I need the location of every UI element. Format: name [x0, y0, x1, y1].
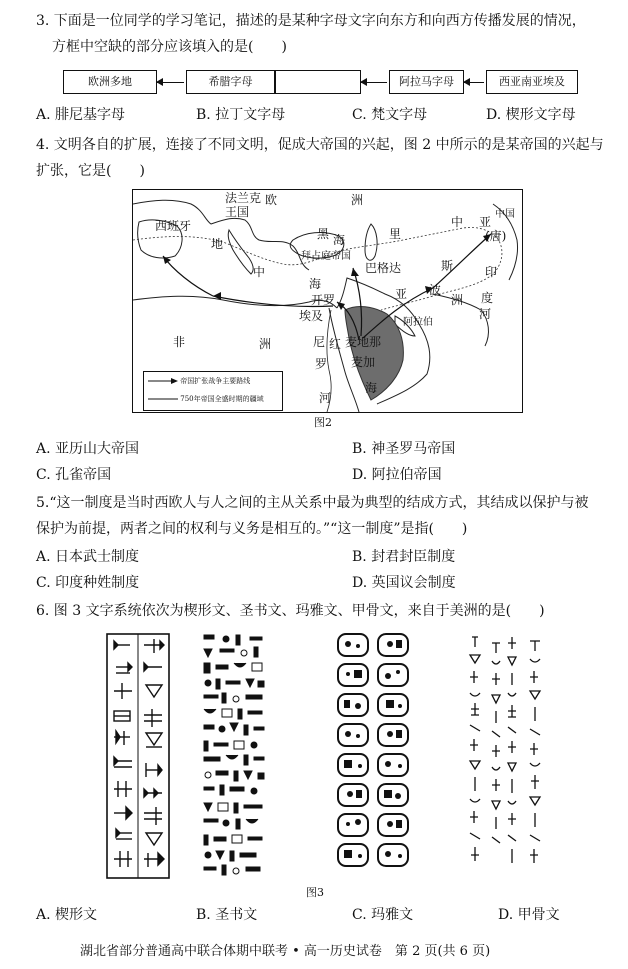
q5-stem-line2: 保护为前提，两者之间的权利与义务是相互的。”“这一制度”是指( )	[36, 521, 468, 537]
map-label-yin: 印	[485, 265, 498, 279]
q4-option-b[interactable]: B. 神圣罗马帝国	[352, 441, 456, 457]
map-label-blacksea-hai: 海	[333, 233, 346, 247]
legend-extent-label: 750年帝国全盛时期的疆域	[180, 395, 264, 403]
q5-option-a[interactable]: A. 日本武士制度	[36, 549, 140, 565]
flow-arrow-3	[361, 82, 387, 83]
q3-option-b[interactable]: B. 拉丁文字母	[196, 107, 286, 123]
map-label-redsea-hai: 海	[365, 381, 378, 395]
empire-map	[132, 189, 523, 413]
q3-option-a[interactable]: A. 腓尼基字母	[36, 107, 126, 123]
map-label-hei: 黑	[317, 227, 330, 241]
map-label-di: 地	[211, 237, 224, 251]
boundary-line-icon	[148, 395, 178, 403]
map-label-medina: 麦地那	[345, 335, 382, 349]
legend-route	[148, 376, 250, 386]
q6-stem-line1: 6. 图 3 文字系统依次为楔形文、圣书文、玛雅文、甲骨文，来自于美洲的是( )	[36, 603, 545, 619]
map-label-zhou-mid: 洲	[451, 293, 464, 307]
q5-option-d[interactable]: D. 英国议会制度	[352, 575, 456, 591]
map-label-cairo: 开罗	[311, 293, 336, 307]
map-label-frankish: 法兰克	[225, 191, 262, 205]
figure2-caption: 图2	[314, 416, 332, 429]
map-label-ya-west: 亚	[395, 287, 408, 301]
map-label-nile-ni: 尼	[313, 335, 326, 349]
map-label-egypt: 埃及	[299, 309, 324, 323]
page-footer: 湖北省部分普通高中联合体期中联考 • 高一历史试卷 第 2 页(共 6 页)	[80, 944, 491, 959]
map-label-arabia: 阿拉伯	[403, 317, 433, 328]
map-label-bo: 波	[429, 283, 442, 297]
map-label-li: 里	[389, 227, 402, 241]
q6-option-b[interactable]: B. 圣书文	[196, 907, 258, 923]
q4-option-a[interactable]: A. 亚历山大帝国	[36, 441, 140, 457]
flow-box-aramaic: 阿拉马字母	[389, 70, 464, 94]
map-label-baghdad: 巴格达	[365, 261, 402, 275]
map-label-asia: 亚	[479, 215, 492, 229]
map-label-kingdom: 王国	[225, 205, 250, 219]
flow-arrow-1	[157, 82, 184, 83]
map-label-red: 红	[329, 337, 342, 351]
q3-option-d[interactable]: D. 楔形文字母	[486, 107, 576, 123]
q3-option-c[interactable]: C. 梵文字母	[352, 107, 428, 123]
hieroglyph-script-image	[200, 633, 270, 883]
map-label-med-hai: 海	[309, 277, 322, 291]
map-label-central: 中	[451, 215, 464, 229]
q3-stem-line2: 方框中空缺的部分应该填入的是( )	[52, 39, 287, 55]
q6-option-a[interactable]: A. 楔形文	[36, 907, 98, 923]
q4-option-d[interactable]: D. 阿拉伯帝国	[352, 467, 442, 483]
q5-option-c[interactable]: C. 印度种姓制度	[36, 575, 140, 591]
map-label-europe-ou: 欧	[265, 193, 278, 207]
flow-box-europe: 欧洲多地	[63, 70, 157, 94]
q6-option-d[interactable]: D. 甲骨文	[498, 907, 560, 923]
flow-box-greek: 希腊字母	[186, 70, 275, 94]
map-legend	[143, 371, 283, 411]
map-label-si: 斯	[441, 259, 454, 273]
legend-extent	[148, 394, 264, 404]
oracle-bone-glyphs	[464, 633, 550, 879]
map-label-spain: 西班牙	[155, 219, 192, 233]
map-label-indus-he: 河	[479, 307, 492, 321]
map-label-africa-fei: 非	[173, 335, 186, 349]
figure3-caption: 图3	[306, 886, 324, 899]
cuneiform-glyphs	[106, 633, 170, 879]
map-label-tang: (唐)	[485, 229, 507, 243]
flow-box-westasia: 西亚南亚埃及	[486, 70, 578, 94]
hieroglyph-glyphs	[200, 633, 270, 879]
q3-stem-line1: 3. 下面是一位同学的学习笔记，描述的是某种字母文字向东方和向西方传播发展的情况，	[36, 13, 586, 29]
map-label-byzantine: 拜占庭帝国	[301, 251, 351, 262]
q4-stem-line2: 扩张，它是( )	[36, 163, 145, 179]
map-label-mecca: 麦加	[351, 355, 376, 369]
map-label-nile-he: 河	[319, 391, 332, 405]
q4-stem-line1: 4. 文明各自的扩展，连接了不同文明，促成大帝国的兴起，图 2 中所示的是某帝国的兴起与	[36, 137, 604, 153]
map-label-china: 中国	[495, 209, 515, 220]
maya-script-image	[334, 630, 420, 884]
q4-option-c[interactable]: C. 孔雀帝国	[36, 467, 112, 483]
map-label-europe-zhou: 洲	[351, 193, 364, 207]
cuneiform-script-image	[106, 633, 170, 883]
q5-stem-line1: 5.“这一制度是当时西欧人与人之间的主从关系中最为典型的结成方式，其结成以保护与被	[36, 495, 589, 511]
flow-box-blank	[275, 70, 361, 94]
legend-route-label: 帝国扩张战争主要路线	[180, 377, 251, 385]
map-label-nile-luo: 罗	[315, 357, 328, 371]
flow-arrow-4	[464, 82, 484, 83]
q5-option-b[interactable]: B. 封君封臣制度	[352, 549, 456, 565]
maya-glyphs	[334, 630, 420, 880]
map-label-du: 度	[481, 291, 494, 305]
map-label-africa-zhou: 洲	[259, 337, 272, 351]
route-arrow-icon	[148, 377, 178, 385]
oracle-bone-script-image	[464, 633, 550, 883]
q6-option-c[interactable]: C. 玛雅文	[352, 907, 414, 923]
map-label-med-zhong: 中	[253, 265, 266, 279]
